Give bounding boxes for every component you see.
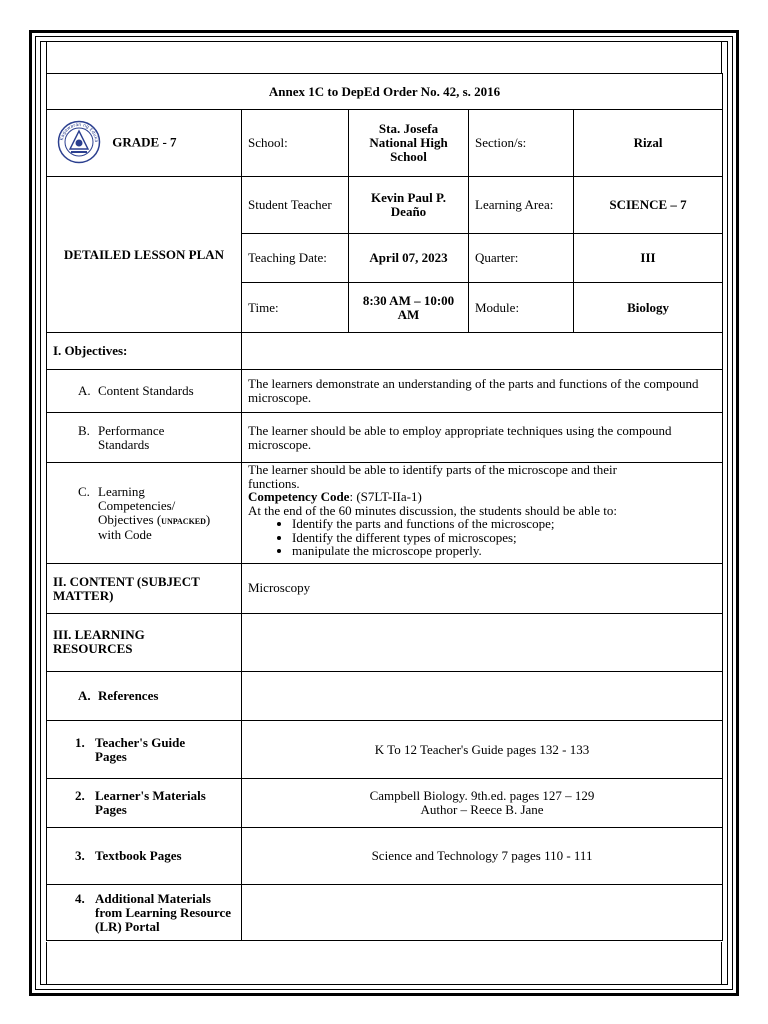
content-heading: II. CONTENT (SUBJECT MATTER): [47, 564, 242, 614]
references-label: References: [98, 688, 159, 703]
references-letter: A.: [78, 688, 91, 703]
grade-school-row: [47, 110, 723, 177]
performance-standards-label: Performance Standards: [98, 422, 165, 452]
seal-lettering: Kagawaran ng Eduka: [60, 122, 99, 142]
competency-code-line: [248, 490, 716, 504]
additional-materials-label-cell: [47, 885, 242, 941]
item-number: 3.: [75, 848, 85, 863]
student-teacher-row: [47, 177, 723, 234]
teachers-guide-label: Teacher's Guide Pages: [95, 734, 186, 764]
quarter-label: Quarter:: [469, 234, 574, 283]
textbook-value: Science and Technology 7 pages 110 - 111: [242, 828, 723, 885]
teachers-guide-value: K To 12 Teacher's Guide pages 132 - 133: [242, 721, 723, 779]
resources-heading-blank: [242, 614, 723, 672]
school-label: School:: [242, 110, 349, 177]
time-value: 8:30 AM – 10:00 AM: [349, 283, 469, 333]
item-number: 4.: [75, 890, 85, 906]
lesson-plan-title: DETAILED LESSON PLAN: [47, 177, 242, 333]
time-label: Time:: [242, 283, 349, 333]
content-standards-label-cell: [47, 370, 242, 413]
additional-materials-label: Additional Materials from Learning Resource (LR) Portal: [95, 890, 231, 934]
competency-code-label: Competency Code: [248, 489, 350, 504]
resources-heading-row: [47, 614, 723, 672]
performance-standards-row: [47, 413, 723, 463]
textbook-label: Textbook Pages: [95, 848, 182, 863]
content-standards-letter: A.: [78, 383, 91, 398]
references-label-cell: [47, 672, 242, 721]
list-item: • Identify the different types of microscopes;: [292, 531, 716, 545]
competencies-row: [47, 463, 723, 564]
lesson-plan-table: [46, 73, 723, 941]
objectives-heading-blank: [242, 333, 723, 370]
competencies-label-part1: Learning Competencies/ Objectives (: [98, 483, 176, 527]
student-teacher-value: Kevin Paul P. Deaño: [349, 177, 469, 234]
student-teacher-label: Student Teacher: [242, 177, 349, 234]
content-standards-row: [47, 370, 723, 413]
table-row: [47, 779, 723, 828]
competencies-label-unpacked: unpacked: [161, 514, 206, 527]
top-blank-strip: [46, 41, 722, 73]
learning-area-value: SCIENCE – 7: [574, 177, 723, 234]
school-value: Sta. Josefa National High School: [349, 110, 469, 177]
bottom-blank-strip: [46, 942, 722, 985]
competencies-label: [98, 485, 218, 542]
performance-standards-letter: B.: [78, 422, 90, 438]
list-item: • manipulate the microscope properly.: [292, 544, 716, 558]
references-row: [47, 672, 723, 721]
teachers-guide-label-cell: [47, 721, 242, 779]
table-row: [47, 828, 723, 885]
competencies-bullet-list: [248, 517, 716, 558]
learners-materials-label-cell: [47, 779, 242, 828]
objectives-heading-row: [47, 333, 723, 370]
performance-standards-value: The learner should be able to employ appropriate techniques using the compound microscope.: [242, 413, 723, 463]
learning-area-label: Learning Area:: [469, 177, 574, 234]
list-item: • Identify the parts and functions of the microscope;: [292, 517, 716, 531]
teaching-date-value: April 07, 2023: [349, 234, 469, 283]
learners-materials-value: [242, 779, 723, 828]
content-value: Microscopy: [242, 564, 723, 614]
module-label: Module:: [469, 283, 574, 333]
annex-title: Annex 1C to DepEd Order No. 42, s. 2016: [47, 74, 723, 110]
resources-heading: [47, 614, 242, 672]
competencies-value: [242, 463, 723, 564]
grade-cell: [47, 110, 242, 177]
item-number: 2.: [75, 788, 85, 803]
learners-materials-line1: Campbell Biology. 9th.ed. pages 127 – 129: [369, 788, 595, 803]
quarter-value: III: [574, 234, 723, 283]
content-standards-label: Content Standards: [98, 383, 194, 398]
learners-materials-label: Learner's Materials Pages: [95, 788, 206, 817]
additional-materials-value: [242, 885, 723, 941]
section-label: Section/s:: [469, 110, 574, 177]
competency-code-value: : (S7LT-IIa-1): [349, 489, 422, 504]
competencies-label-part2: ) with Code: [98, 511, 211, 542]
competencies-line1: The learner should be able to identify parts of the microscope and their functions.: [248, 462, 617, 491]
section-value: Rizal: [574, 110, 723, 177]
module-value: Biology: [574, 283, 723, 333]
resources-heading-text: III. LEARNING RESOURCES: [53, 627, 145, 656]
table-row: [47, 721, 723, 779]
annex-row: [47, 74, 723, 110]
teaching-date-label: Teaching Date:: [242, 234, 349, 283]
competencies-label-cell: [47, 463, 242, 564]
deped-seal-icon: [57, 120, 101, 167]
grade-label: GRADE - 7: [112, 133, 177, 149]
content-standards-value: The learners demonstrate an understanding of the parts and functions of the compound microscope.: [242, 370, 723, 413]
references-blank: [242, 672, 723, 721]
table-row: [47, 885, 723, 941]
competencies-letter: C.: [78, 483, 90, 499]
textbook-label-cell: [47, 828, 242, 885]
competencies-intro: At the end of the 60 minutes discussion, the students should be able to:: [248, 502, 618, 518]
performance-standards-label-cell: [47, 413, 242, 463]
objectives-heading: I. Objectives:: [47, 333, 242, 370]
item-number: 1.: [75, 734, 85, 750]
content-row: [47, 564, 723, 614]
learners-materials-line2: Author – Reece B. Jane: [420, 802, 544, 817]
